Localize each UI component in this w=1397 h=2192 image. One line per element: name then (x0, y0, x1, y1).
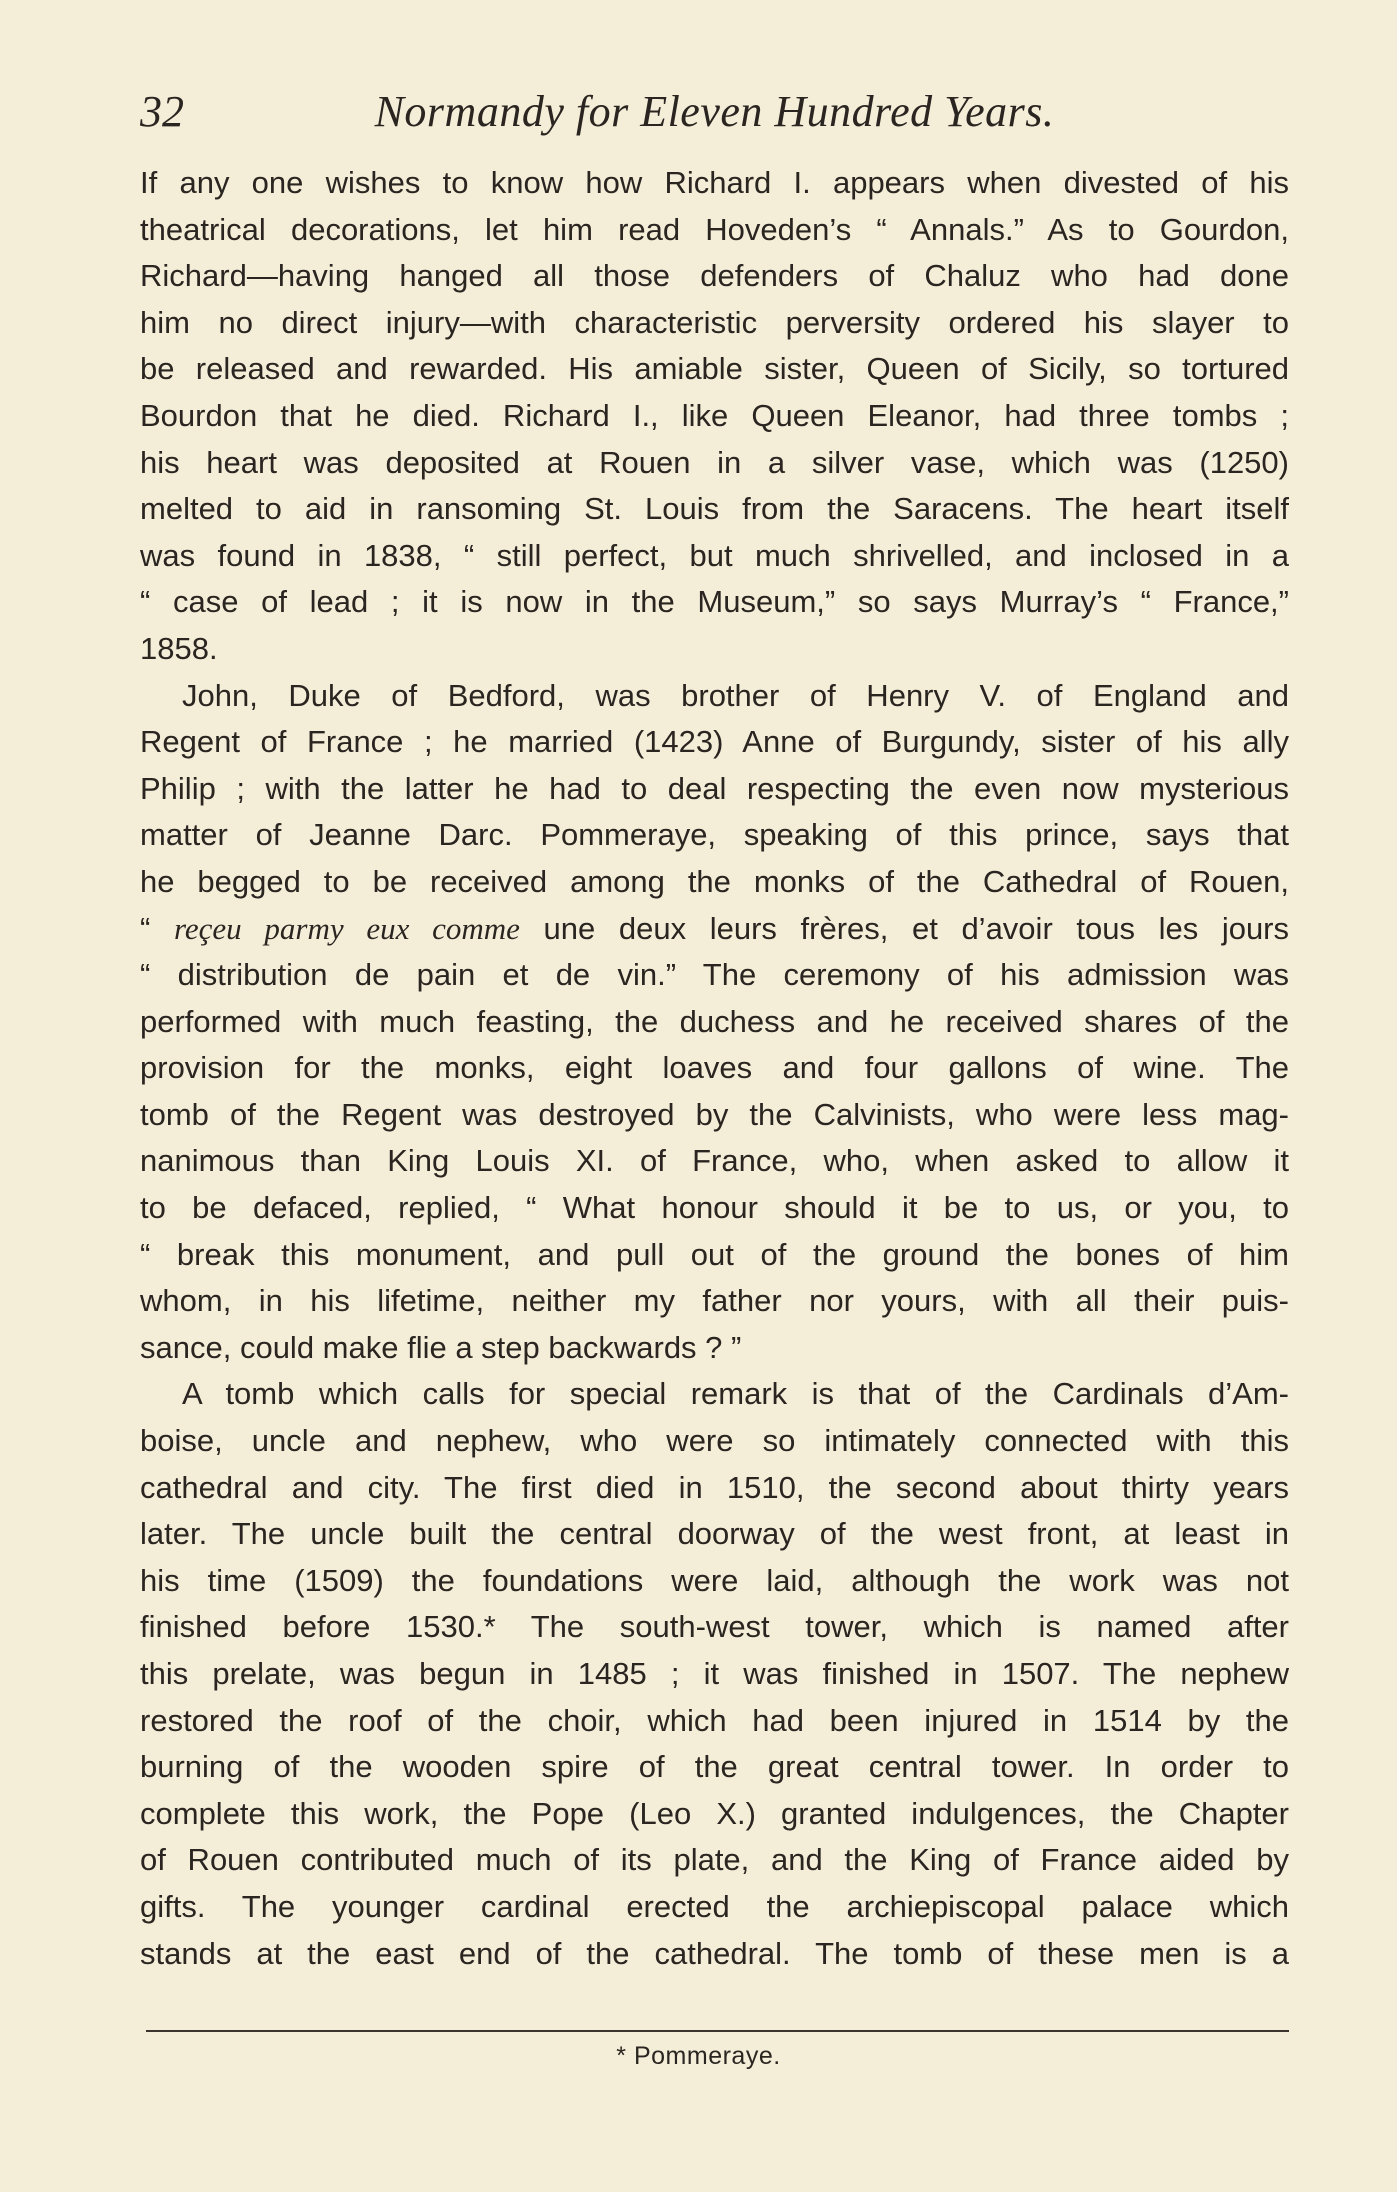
text-line: his heart was deposited at Rouen in a silver vase, which was (1250) (140, 444, 1289, 480)
text-line: this prelate, was begun in 1485 ; it was finished in 1507. The nephew (140, 1656, 1289, 1691)
text-line: he begged to be received among the monks of the Cathedral of Rouen, (140, 863, 1289, 899)
text-line: “ break this monument, and pull out of the ground the bones of him (140, 1236, 1289, 1272)
open-quote: “ (140, 910, 151, 946)
text-line: 1858. (140, 630, 218, 666)
page-header (140, 82, 1289, 142)
text-line: boise, uncle and nephew, who were so intimately connected with this (140, 1423, 1289, 1459)
text-line: gifts. The younger cardinal erected the archiepiscopal palace which (140, 1888, 1289, 1924)
text-line: Richard—having hanged all those defenders of Chaluz who had done (140, 258, 1289, 294)
text-line: melted to aid in ransoming St. Louis from the Saracens. The heart itself (140, 491, 1289, 527)
text-line: was found in 1838, “ still perfect, but much shrivelled, and inclosed in a (140, 537, 1289, 573)
text-line: tomb of the Regent was destroyed by the Calvinists, who were less mag- (140, 1096, 1289, 1132)
text-line: “ case of lead ; it is now in the Museum,” so says Murray’s “ France,” (140, 584, 1289, 620)
text-line: If any one wishes to know how Richard I. appears when divested of his (140, 165, 1289, 200)
running-title: Normandy for Eleven Hundred Years. (374, 87, 1055, 136)
text-line: Regent of France ; he married (1423) Anne of Burgundy, sister of his ally (140, 724, 1289, 760)
text-line: Philip ; with the latter he had to deal respecting the even now mysterious (140, 770, 1289, 806)
body-text (140, 160, 1289, 1977)
text-line: of Rouen contributed much of its plate, and the King of France aided by (140, 1842, 1289, 1878)
text-line-with-italic (140, 906, 1289, 953)
footnote-rule (146, 2030, 1289, 2032)
text-line: burning of the wooden spire of the great central tower. In order to (140, 1749, 1289, 1785)
text-line: whom, in his lifetime, neither my father nor yours, with all their puis- (140, 1283, 1289, 1319)
text-line: A tomb which calls for special remark is that of the Cardinals d’Am- (182, 1376, 1289, 1412)
text-line: John, Duke of Bedford, was brother of Henry V. of England and (182, 677, 1289, 713)
quotation-rest: une deux leurs frères, et d’avoir tous les jours (543, 910, 1289, 946)
text-line: provision for the monks, eight loaves and four gallons of wine. The (140, 1050, 1289, 1086)
footnote: * Pommeraye. (616, 2042, 781, 2070)
text-line: cathedral and city. The first died in 1510, the second about thirty years (140, 1469, 1289, 1505)
text-line: finished before 1530.* The south-west tower, which is named after (140, 1609, 1289, 1645)
text-line: matter of Jeanne Darc. Pommeraye, speaking of this prince, says that (140, 817, 1289, 853)
text-line: performed with much feasting, the duchess and he received shares of the (140, 1003, 1289, 1039)
text-line: him no direct injury—with characteristic perversity ordered his slayer to (140, 304, 1289, 340)
italic-quotation: reçeu parmy eux comme (173, 910, 520, 946)
text-line: “ distribution de pain et de vin.” The ceremony of his admission was (140, 957, 1289, 993)
text-line: complete this work, the Pope (Leo X.) granted indulgences, the Chapter (140, 1795, 1289, 1831)
text-line: nanimous than King Louis XI. of France, who, when asked to allow it (140, 1143, 1289, 1179)
text-line: Bourdon that he died. Richard I., like Queen Eleanor, had three tombs ; (140, 397, 1289, 433)
text-line: stands at the east end of the cathedral. The tomb of these men is a (140, 1935, 1289, 1971)
page-number: 32 (140, 87, 184, 136)
text-line: theatrical decorations, let him read Hoveden’s “ Annals.” As to Gourdon, (140, 211, 1289, 247)
text-line: be released and rewarded. His amiable sister, Queen of Sicily, so tortured (140, 351, 1289, 387)
text-line: restored the roof of the choir, which had been injured in 1514 by the (140, 1702, 1289, 1738)
text-line: later. The uncle built the central doorway of the west front, at least in (140, 1516, 1289, 1552)
text-line: sance, could make flie a step backwards ? ” (140, 1329, 742, 1365)
text-line: to be defaced, replied, “ What honour should it be to us, or you, to (140, 1190, 1289, 1226)
text-line: his time (1509) the foundations were laid, although the work was not (140, 1562, 1289, 1598)
